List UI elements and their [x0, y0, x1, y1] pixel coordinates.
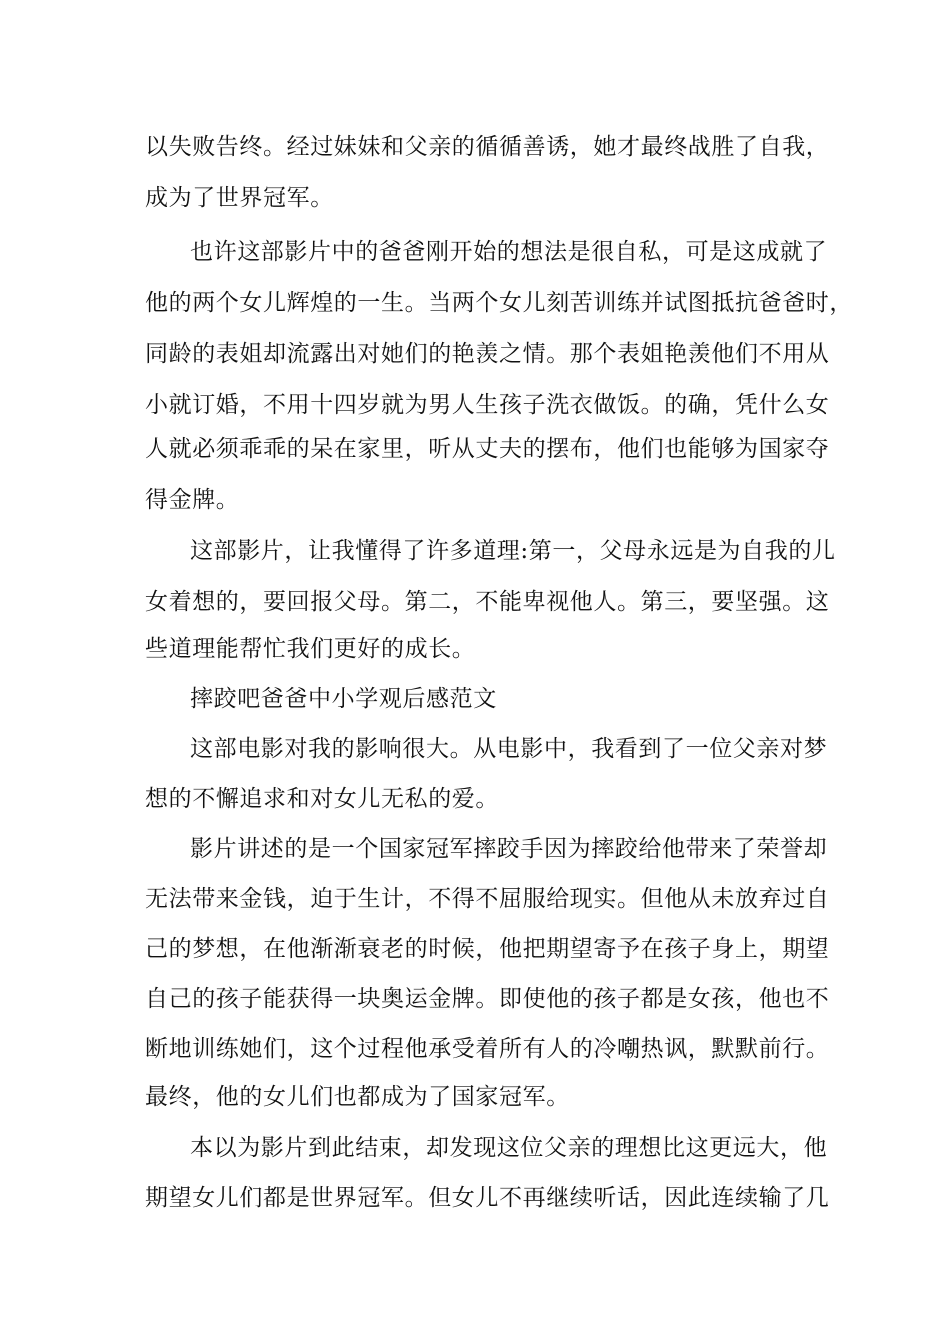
- section-heading: 摔跤吧爸爸中小学观后感范文: [190, 686, 497, 712]
- text-line: 成为了世界冠军。: [145, 185, 334, 211]
- text-line: 断地训练她们，这个过程他承受着所有人的冷嘲热讽，默默前行。: [145, 1036, 830, 1062]
- text-line: 期望女儿们都是世界冠军。但女儿不再继续听话，因此连续输了几: [145, 1185, 830, 1211]
- text-line: 得金牌。: [145, 487, 240, 513]
- paragraph-first-line: 这部影片，让我懂得了许多道理:第一，父母永远是为自我的儿: [190, 538, 836, 564]
- text-line: 想的不懈追求和对女儿无私的爱。: [145, 786, 499, 812]
- text-line: 女着想的，要回报父母。第二，不能卑视他人。第三，要坚强。这: [145, 589, 830, 615]
- paragraph-first-line: 本以为影片到此结束，却发现这位父亲的理想比这更远大，他: [190, 1135, 828, 1161]
- text-line: 他的两个女儿辉煌的一生。当两个女儿刻苦训练并试图抵抗爸爸时，: [145, 290, 853, 316]
- text-line: 人就必须乖乖的呆在家里，听从丈夫的摆布，他们也能够为国家夺: [145, 436, 830, 462]
- text-line: 小就订婚，不用十四岁就为男人生孩子洗衣做饭。的确，凭什么女: [145, 392, 830, 418]
- text-line: 自己的孩子能获得一块奥运金牌。即使他的孩子都是女孩，他也不: [145, 986, 830, 1012]
- paragraph-first-line: 也许这部影片中的爸爸刚开始的想法是很自私，可是这成就了: [190, 239, 828, 265]
- text-line: 同龄的表姐却流露出对她们的艳羡之情。那个表姐艳羡他们不用从: [145, 341, 830, 367]
- paragraph-first-line: 影片讲述的是一个国家冠军摔跤手因为摔跤给他带来了荣誉却: [190, 836, 828, 862]
- paragraph-first-line: 这部电影对我的影响很大。从电影中，我看到了一位父亲对梦: [190, 736, 828, 762]
- text-line: 无法带来金钱，迫于生计，不得不屈服给现实。但他从未放弃过自: [145, 886, 830, 912]
- text-line: 以失败告终。经过妹妹和父亲的循循善诱，她才最终战胜了自我，: [145, 134, 830, 160]
- text-line: 最终，他的女儿们也都成为了国家冠军。: [145, 1084, 570, 1110]
- text-line: 些道理能帮忙我们更好的成长。: [145, 636, 476, 662]
- text-line: 己的梦想，在他渐渐衰老的时候，他把期望寄予在孩子身上，期望: [145, 936, 830, 962]
